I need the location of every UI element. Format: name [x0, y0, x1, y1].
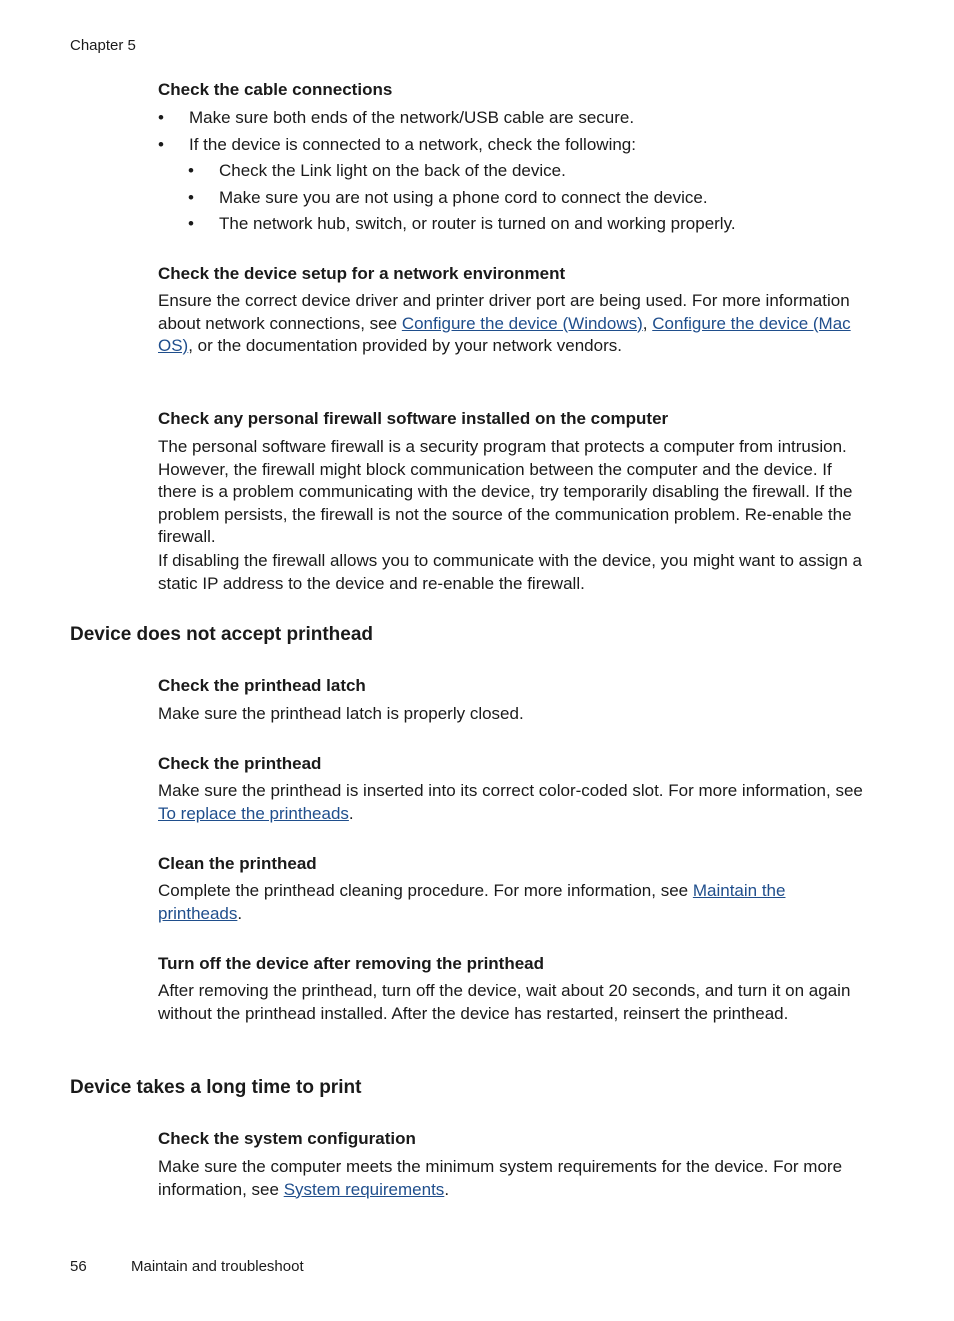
list-item [158, 134, 858, 156]
bullet: • [188, 214, 194, 233]
setup-text-3: , or the documentation provided by your network vendors. [188, 336, 622, 355]
firewall-paragraph-1: The personal software firewall is a security program that protects a computer from intrusion. However, the firewall might block communication between the computer and the device. If there is a problem communicating with the device, try temporarily disabling the firewall. If the problem persists, the firewall is not the source of the communication problem. Re-enable the firewall. [158, 437, 853, 546]
clean-printhead-text-2: . [237, 903, 243, 923]
bullet: • [188, 161, 194, 180]
sub-list-item [188, 213, 868, 235]
sub-list-item [188, 160, 868, 182]
check-printhead-heading: Check the printhead [158, 754, 322, 773]
turnoff-paragraph: After removing the printhead, turn off the device, wait about 20 seconds, and turn it on again without the printhead installed. After the device has restarted, reinsert the printhead. [158, 981, 851, 1023]
list-item-text: The network hub, switch, or router is turned on and working properly. [219, 214, 736, 233]
printhead-section-title: Device does not accept printhead [70, 624, 374, 645]
sysconfig-text-1: Make sure the computer meets the minimum system requirements for the device. For more information, see [158, 1157, 843, 1199]
setup-text-1: Ensure the correct device driver and printer driver port are being used. For more information about network connections, see [158, 291, 850, 333]
replace-printheads-link[interactable]: To replace the printheads [158, 803, 349, 823]
list-item-text: Make sure you are not using a phone cord to connect the device. [219, 188, 708, 207]
sysconfig-paragraph [158, 1156, 863, 1201]
clean-printhead-paragraph [158, 880, 863, 925]
bullet: • [188, 188, 194, 207]
maintain-printheads-link[interactable]: Maintain the printheads [158, 881, 786, 923]
setup-text-2: , [642, 313, 653, 333]
configure-mac-link[interactable]: Configure the device (Mac OS) [158, 313, 851, 355]
setup-heading: Check the device setup for a network environment [158, 264, 566, 283]
configure-windows-link[interactable]: Configure the device (Windows) [401, 313, 643, 333]
latch-paragraph: Make sure the printhead latch is properly closed. [158, 704, 524, 723]
setup-paragraph [158, 290, 863, 358]
bullet: • [158, 108, 164, 127]
slow-section-title: Device takes a long time to print [70, 1077, 362, 1098]
sub-list-item [188, 187, 868, 209]
page-number: 56 [70, 1258, 87, 1275]
sysconfig-heading: Check the system configuration [158, 1129, 416, 1148]
latch-heading: Check the printhead latch [158, 676, 366, 695]
list-item-text: Check the Link light on the back of the device. [219, 161, 566, 180]
clean-printhead-heading: Clean the printhead [158, 854, 317, 873]
check-printhead-text-2: . [348, 803, 354, 823]
sysconfig-text-2: . [444, 1179, 450, 1199]
cable-heading: Check the cable connections [158, 80, 393, 99]
firewall-paragraph-2: If disabling the firewall allows you to communicate with the device, you might want to assign a static IP address to the device and re-enable the firewall. [158, 551, 862, 593]
chapter-label: Chapter 5 [70, 37, 136, 54]
check-printhead-text-1: Make sure the printhead is inserted into its correct color-coded slot. For more information, see [158, 781, 863, 800]
list-item-text: If the device is connected to a network, check the following: [189, 135, 636, 154]
turnoff-heading: Turn off the device after removing the printhead [158, 954, 545, 973]
clean-printhead-text-1: Complete the printhead cleaning procedure. For more information, see [158, 881, 693, 900]
firewall-heading: Check any personal firewall software installed on the computer [158, 409, 669, 428]
system-requirements-link[interactable]: System requirements [283, 1179, 445, 1199]
bullet: • [158, 135, 164, 154]
list-item [158, 107, 858, 129]
footer-section-name: Maintain and troubleshoot [131, 1258, 304, 1275]
check-printhead-paragraph [158, 780, 863, 825]
list-item-text: Make sure both ends of the network/USB cable are secure. [189, 108, 635, 127]
